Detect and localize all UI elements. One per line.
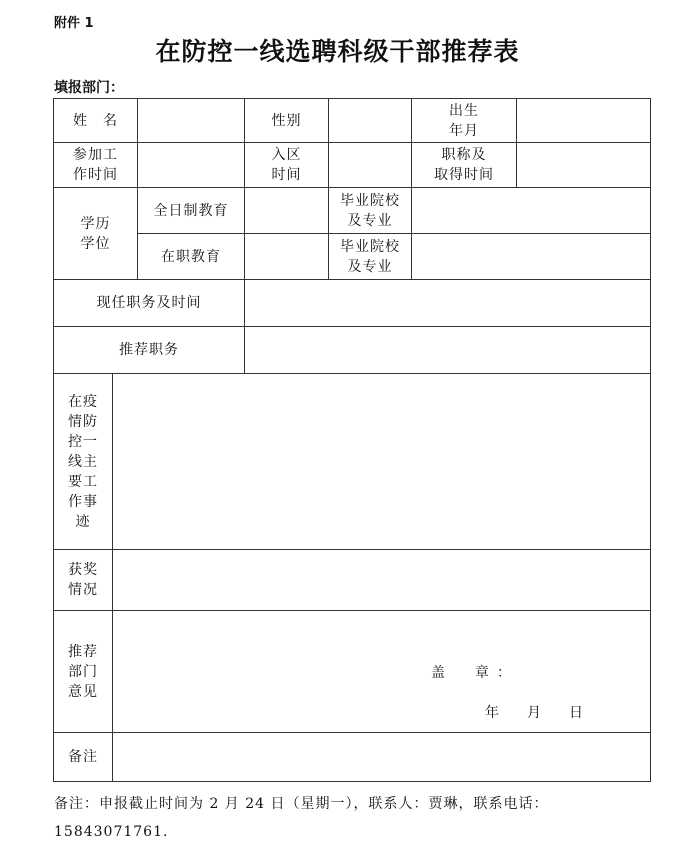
inservice-field[interactable]	[245, 234, 329, 280]
opinion-label: 推荐 部门 意见	[54, 611, 113, 733]
opinion-field[interactable]	[113, 611, 651, 733]
join-district-label: 入区 时间	[245, 143, 329, 188]
current-post-field[interactable]	[245, 280, 651, 327]
date-label: 年 月 日	[485, 705, 583, 721]
deeds-label: 在疫 情防 控一 线主 要工 作事 迹	[54, 374, 113, 550]
inservice-label: 在职教育	[138, 234, 245, 280]
recommendation-form	[53, 98, 651, 782]
remark-label: 备注	[54, 733, 113, 782]
gender-label: 性别	[245, 99, 329, 143]
current-post-label: 现任职务及时间	[54, 280, 245, 327]
join-district-field[interactable]	[329, 143, 412, 188]
birth-label: 出生 年月	[412, 99, 517, 143]
recommended-post-field[interactable]	[245, 327, 651, 374]
school1-label: 毕业院校 及专业	[329, 188, 412, 234]
name-field[interactable]	[138, 99, 245, 143]
name-label: 姓 名	[54, 99, 138, 143]
deeds-field[interactable]	[113, 374, 651, 550]
work-start-label: 参加工 作时间	[54, 143, 138, 188]
department-label: 填报部门：	[54, 80, 124, 96]
footer-note	[54, 790, 654, 846]
attachment-label: 附件 1	[54, 16, 94, 31]
gender-field[interactable]	[329, 99, 412, 143]
footer-note-text: 备注：申报截止时间为 2 月 24 日（星期一），联系人：贾琳，联系电话：	[54, 796, 549, 812]
remark-field[interactable]	[113, 733, 651, 782]
school2-field[interactable]	[412, 234, 651, 280]
birth-field[interactable]	[517, 99, 651, 143]
seal-label: 盖 章：	[431, 665, 519, 681]
title-time-label: 职称及 取得时间	[412, 143, 517, 188]
awards-label: 获奖 情况	[54, 550, 113, 611]
fulltime-field[interactable]	[245, 188, 329, 234]
footer-phone: 15843071761.	[54, 824, 169, 840]
work-start-field[interactable]	[138, 143, 245, 188]
awards-field[interactable]	[113, 550, 651, 611]
fulltime-label: 全日制教育	[138, 188, 245, 234]
recommended-post-label: 推荐职务	[54, 327, 245, 374]
education-label: 学历 学位	[54, 188, 138, 280]
school1-field[interactable]	[412, 188, 651, 234]
page-title: 在防控一线选聘科级干部推荐表	[155, 37, 520, 66]
school2-label: 毕业院校 及专业	[329, 234, 412, 280]
title-time-field[interactable]	[517, 143, 651, 188]
